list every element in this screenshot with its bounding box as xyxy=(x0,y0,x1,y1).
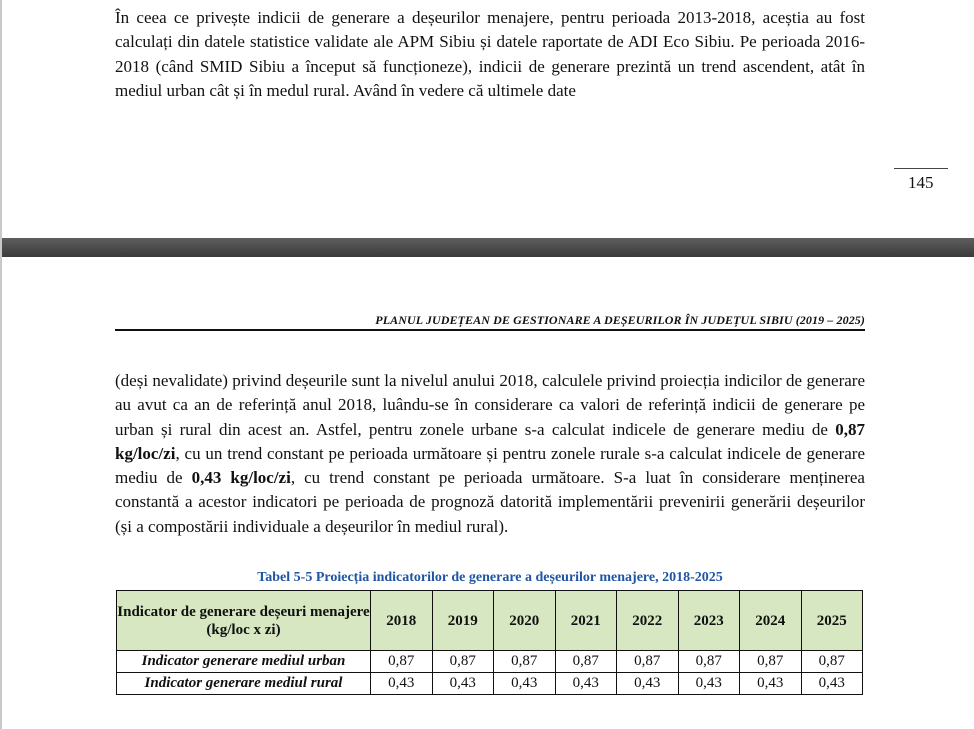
page-number: 145 xyxy=(908,173,934,192)
viewer-left-edge xyxy=(0,0,2,729)
table-header-row xyxy=(117,591,863,651)
table-row xyxy=(117,673,863,695)
table-cell: 0,87 xyxy=(555,651,617,673)
indicators-table xyxy=(116,590,863,695)
table-cell: 0,87 xyxy=(432,651,494,673)
year-header: 2023 xyxy=(678,591,740,651)
table-title: Tabel 5-5 Proiecția indicatorilor de generare a deșeurilor menajere, 2018-2025 xyxy=(257,570,723,585)
row-label-urban: Indicator generare mediul urban xyxy=(117,651,371,673)
rural-index-bold: 0,43 kg/loc/zi xyxy=(191,468,291,488)
year-header: 2018 xyxy=(371,591,433,651)
table-cell: 0,43 xyxy=(740,673,802,695)
table-cell: 0,87 xyxy=(740,651,802,673)
body-paragraph xyxy=(115,369,865,539)
page-separator xyxy=(0,238,974,257)
year-header: 2021 xyxy=(555,591,617,651)
running-header: PLANUL JUDEȚEAN DE GESTIONARE A DEȘEURILOR ÎN JUDEȚUL SIBIU (2019 – 2025) xyxy=(375,313,865,327)
year-header: 2025 xyxy=(801,591,863,651)
page-number-rule xyxy=(894,168,948,169)
year-header: 2022 xyxy=(617,591,679,651)
table-cell: 0,43 xyxy=(371,673,433,695)
top-page-paragraph: În ceea ce privește indicii de generare a deșeurilor menajere, pentru perioada 2013-2018, aceștia au fost calculați din datele statistice validate ale APM Sibiu și datele raportate de ADI Eco Sibiu. Pe perioada 2016-2018 (când SMID Sibiu a început să funcționeze), indicii de generare prezintă un trend ascendent, atât în mediul urban cât și în medul rural. Având în vedere că ultimele date xyxy=(115,8,865,100)
paragraph-text: (deși nevalidate) privind deșeurile sunt la nivelul anului 2018, calculele privind proiecția indicilor de generare au avut ca an de referință anul 2018, luându-se în considerare ca valori de referință indicii de generare pe urban și rural din acest an. Astfel, pentru zonele urbane s-a calculat indicele de generare mediu de xyxy=(115,371,865,439)
table-cell: 0,87 xyxy=(678,651,740,673)
table-cell: 0,43 xyxy=(678,673,740,695)
table-cell: 0,43 xyxy=(494,673,556,695)
table-cell: 0,87 xyxy=(494,651,556,673)
table-row xyxy=(117,651,863,673)
table-cell: 0,43 xyxy=(555,673,617,695)
header-label-cell: Indicator de generare deșeuri menajere (kg/loc x zi) xyxy=(117,591,371,651)
row-label-rural: Indicator generare mediul rural xyxy=(117,673,371,695)
table-cell: 0,43 xyxy=(432,673,494,695)
year-header: 2019 xyxy=(432,591,494,651)
running-header-rule xyxy=(115,329,865,331)
table-cell: 0,87 xyxy=(801,651,863,673)
year-header: 2024 xyxy=(740,591,802,651)
table-cell: 0,87 xyxy=(371,651,433,673)
paragraph-text: , cu un trend constant pe perioada următoare și pentru zonele rurale s-a calculat indicele de generare mediu de xyxy=(115,443,865,488)
table-cell: 0,43 xyxy=(801,673,863,695)
year-header: 2020 xyxy=(494,591,556,651)
table-cell: 0,43 xyxy=(617,673,679,695)
table-cell: 0,87 xyxy=(617,651,679,673)
urban-index-bold: 0,87 kg/loc/zi xyxy=(115,419,865,463)
paragraph-text: , cu trend constant pe perioada următoare. S-a luat în considerare menținerea constantă a acestor indicatori pe perioada de prognoză datorită implementării prevenirii generării deșeurilor (și a compostării individuale a deșeurilor în mediul rural). xyxy=(115,468,865,536)
